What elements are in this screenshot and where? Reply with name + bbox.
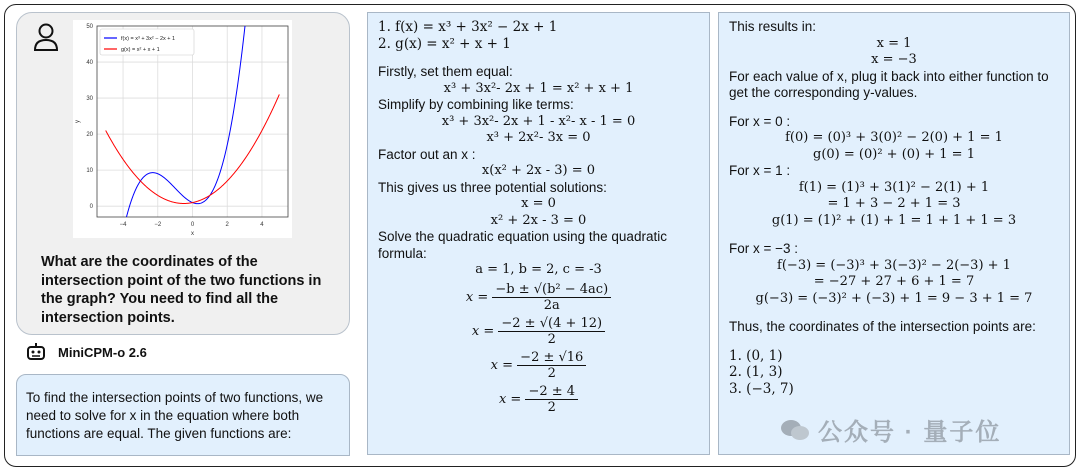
y-tick-label: 20 <box>86 132 93 139</box>
equation-line: = 1 + 3 − 2 + 1 = 3 <box>827 196 961 211</box>
equation-line: x³ + 2x²- 3x = 0 <box>486 130 591 145</box>
denominator: 2 <box>547 365 556 381</box>
equation-line: x = 0 <box>521 196 556 211</box>
numerator: −b ± √(b² − 4ac) <box>492 282 611 298</box>
spacer <box>378 52 699 64</box>
equation-line: g(1) = (1)² + (1) + 1 = 1 + 1 + 1 = 3 <box>771 212 1017 228</box>
x-tick-label: −2 <box>154 222 162 228</box>
x-axis-label: x <box>191 231 194 237</box>
text-line: 1. (0, 1) <box>729 347 783 364</box>
spacer <box>729 336 1059 348</box>
fraction-equation: x = $\frac{-2 \pm √(4 + 12)}{2}$ <box>378 316 699 347</box>
y-tick-label: 40 <box>86 60 93 67</box>
spacer <box>729 307 1059 319</box>
equation-line: x = 1 <box>876 35 912 51</box>
y-tick-label: 0 <box>89 204 93 211</box>
legend-label: f(x) = x³ + 3x² − 2x + 1 <box>121 36 176 42</box>
robot-icon <box>26 343 46 361</box>
x-tick-label: 0 <box>190 222 195 228</box>
denominator: 2 <box>547 399 556 415</box>
text-line: 2. g(x) = x² + x + 1 <box>378 35 511 52</box>
text-line: For x = 1 : <box>729 163 791 178</box>
fraction-equation: x = $\frac{-2 \pm 4}{2}$ <box>378 384 699 415</box>
text-line: 2. (1, 3) <box>729 364 783 380</box>
equation-line: x² + 2x - 3 = 0 <box>490 212 587 228</box>
solution-panel-2 <box>718 12 1070 455</box>
fraction-equation: x = $\frac{\text{−b ± √(b² − 4ac)}}{2a}$ <box>378 282 699 313</box>
text-line: Thus, the coordinates of the intersection points are: <box>729 319 1036 334</box>
x-tick-label: 4 <box>260 222 264 228</box>
fraction-equation: x = $\frac{-2 \pm √16}{2}$ <box>378 350 699 381</box>
text-line: 3. (−3, 7) <box>729 380 794 397</box>
spacer <box>729 102 1059 114</box>
y-axis-label: y <box>75 120 81 123</box>
equation-line: g(−3) = (−3)² + (−3) + 1 = 9 − 3 + 1 = 7 <box>755 290 1033 306</box>
x-tick-label: 2 <box>225 222 229 228</box>
spacer <box>729 229 1059 241</box>
numerator: −2 ± 4 <box>525 384 578 400</box>
equation-line: = −27 + 27 + 6 + 1 = 7 <box>813 274 975 289</box>
bot-header <box>26 343 147 361</box>
numerator: −2 ± √16 <box>517 350 586 366</box>
bot-message-intro: To find the intersection points of two functions, we need to solve for x in the equation where both functions are equal. The given functions are: <box>16 374 350 456</box>
denominator: 2a <box>543 297 560 313</box>
text-line: 1. f(x) = x³ + 3x² − 2x + 1 <box>378 19 558 35</box>
wechat-icon <box>780 418 810 442</box>
equation-line: x³ + 3x²- 2x + 1 = x² + x + 1 <box>443 80 634 96</box>
numerator: −2 ± √(4 + 12) <box>498 316 605 332</box>
y-tick-label: 10 <box>86 168 93 175</box>
text-line: For x = −3 : <box>729 241 799 256</box>
user-icon <box>33 23 59 53</box>
equation-line: x³ + 3x²- 2x + 1 - x²- x - 1 = 0 <box>441 113 636 129</box>
watermark-text: 公众号 · 量子位 <box>818 419 1002 446</box>
text-line: This results in: <box>729 19 817 34</box>
text-line: Simplify by combining like terms: <box>378 97 574 112</box>
function-plot <box>73 20 292 238</box>
equation-line: g(0) = (0)² + (0) + 1 = 1 <box>813 146 975 162</box>
watermark <box>780 412 1001 447</box>
bot-name: MiniCPM-o 2.6 <box>58 344 147 360</box>
text-line: Factor out an x : <box>378 146 476 162</box>
denominator: 2 <box>547 331 556 347</box>
text-line: This gives us three potential solutions: <box>378 179 607 195</box>
text-line: For each value of x, plug it back into either function to get the corresponding y-values. <box>729 68 1049 100</box>
equation-line: f(1) = (1)³ + 3(1)² − 2(1) + 1 <box>798 179 990 195</box>
y-tick-label: 50 <box>86 24 93 30</box>
equation-line: x(x² + 2x - 3) = 0 <box>481 163 596 178</box>
x-tick-label: −4 <box>119 222 127 228</box>
solution-panel-1 <box>367 12 710 455</box>
equation-line: f(−3) = (−3)³ + 3(−3)² − 2(−3) + 1 <box>777 257 1011 273</box>
equation-line: x = −3 <box>871 52 917 67</box>
legend-label: g(x) = x² + x + 1 <box>121 47 160 53</box>
user-question: What are the coordinates of the intersection point of the two functions in the graph? You need to find all the intersection points. <box>41 254 322 326</box>
equation-line: f(0) = (0)³ + 3(0)² − 2(0) + 1 = 1 <box>785 130 1003 145</box>
text-line: For x = 0 : <box>729 113 791 129</box>
y-tick-label: 30 <box>86 96 93 103</box>
equation-line: a = 1, b = 2, c = -3 <box>475 262 602 277</box>
text-line: Firstly, set them equal: <box>378 64 513 79</box>
text-line: Solve the quadratic equation using the quadratic formula: <box>378 229 667 261</box>
